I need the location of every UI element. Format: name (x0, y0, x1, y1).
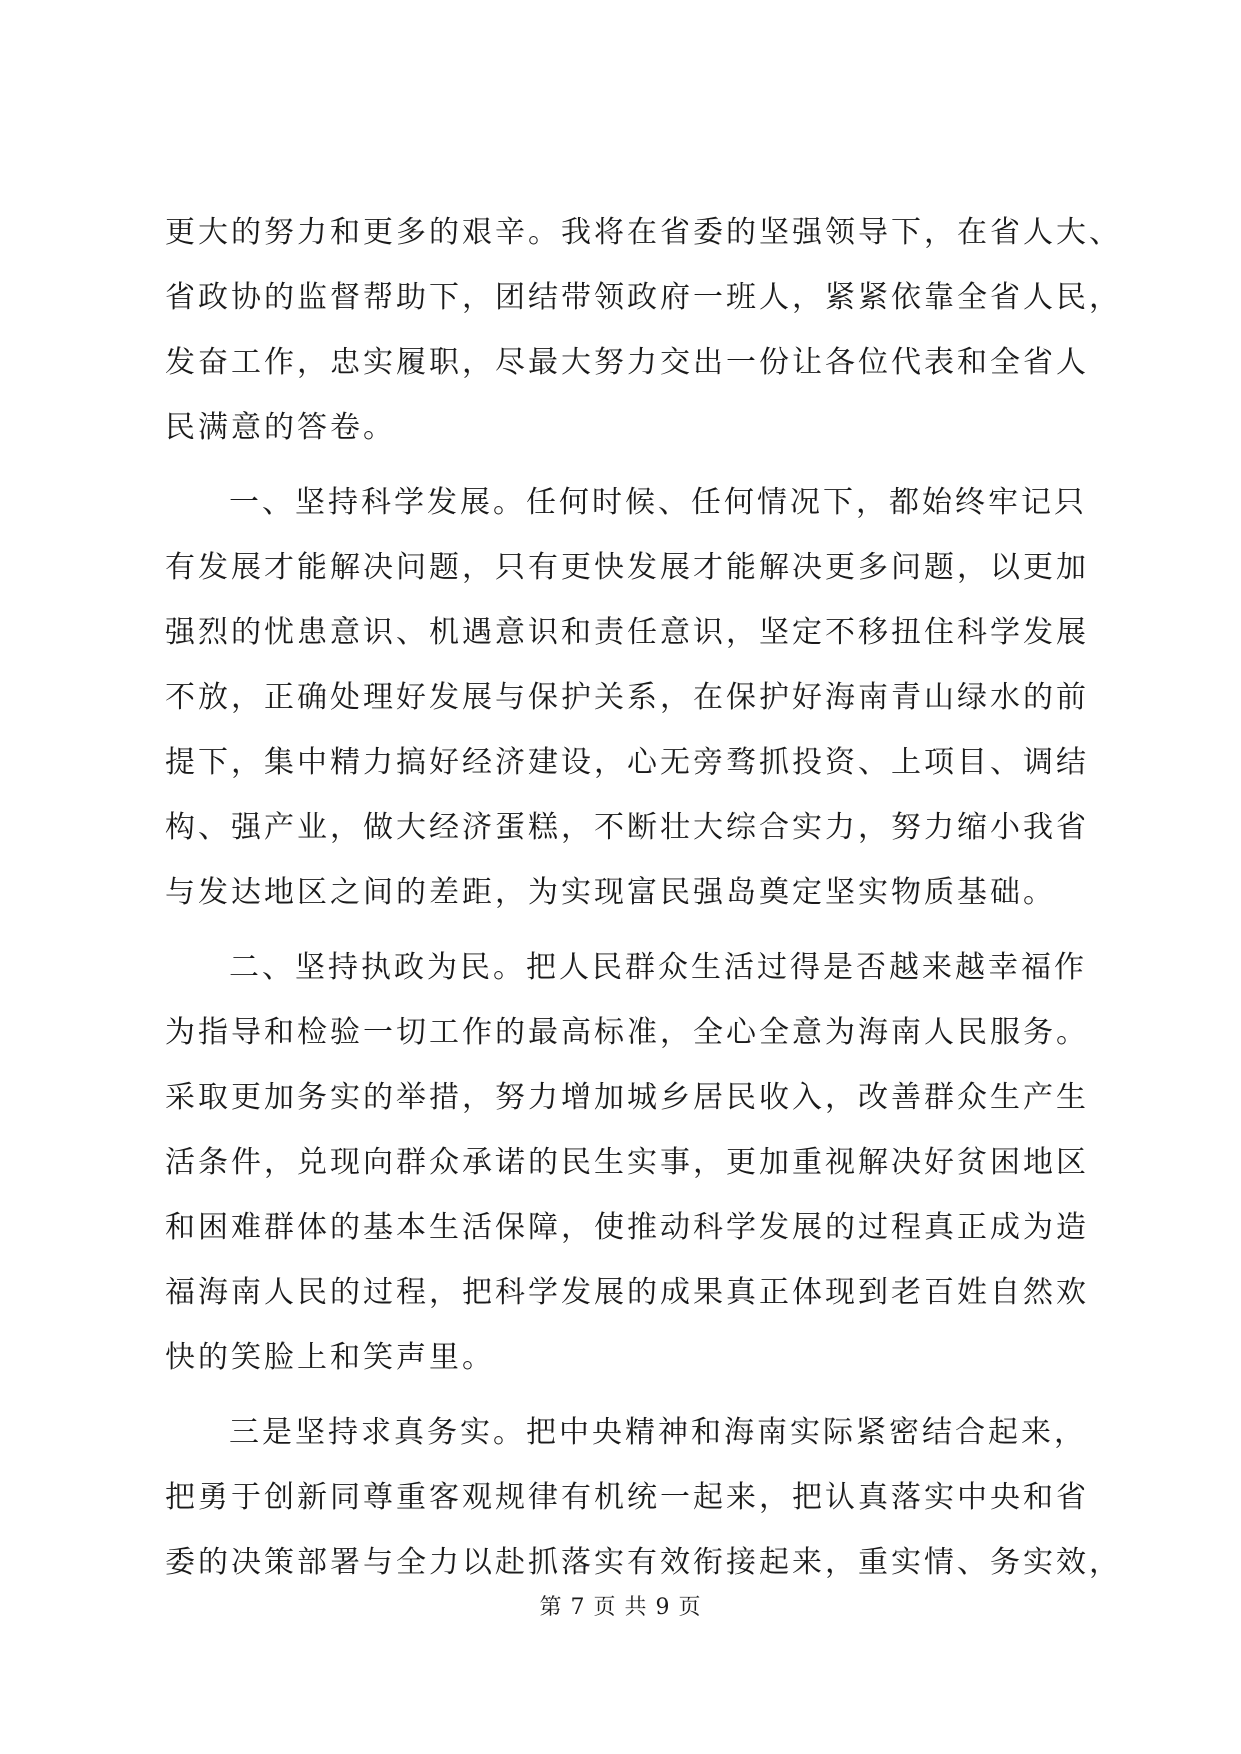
paragraph-spacer (165, 925, 1085, 935)
paragraph-3 (165, 935, 1089, 1390)
body-text (165, 200, 1122, 1595)
text-line: 有发展才能解决问题，只有更快发展才能解决更多问题，以更加 (165, 550, 1089, 585)
text-line: 快的笑脸上和笑声里。 (165, 1340, 495, 1375)
text-line: 三是坚持求真务实。把中央精神和海南实际紧密结合起来， (229, 1415, 1087, 1450)
text-line: 二、坚持执政为民。把人民群众生活过得是否越来越幸福作 (229, 950, 1087, 985)
text-line: 委的决策部署与全力以赴抓落实有效衔接起来，重实情、务实效， (165, 1545, 1122, 1580)
text-line: 发奋工作，忠实履职，尽最大努力交出一份让各位代表和全省人 (165, 345, 1089, 380)
text-line: 活条件，兑现向群众承诺的民生实事，更加重视解决好贫困地区 (165, 1145, 1089, 1180)
paragraph-spacer (165, 1390, 1085, 1400)
text-line: 省政协的监督帮助下，团结带领政府一班人，紧紧依靠全省人民， (165, 280, 1122, 315)
text-line: 民满意的答卷。 (165, 410, 396, 445)
text-line: 不放，正确处理好发展与保护关系，在保护好海南青山绿水的前 (165, 680, 1089, 715)
text-line: 一、坚持科学发展。任何时候、任何情况下，都始终牢记只 (229, 485, 1087, 520)
text-line: 福海南人民的过程，把科学发展的成果真正体现到老百姓自然欢 (165, 1275, 1089, 1310)
text-line: 更大的努力和更多的艰辛。我将在省委的坚强领导下，在省人大、 (165, 215, 1122, 250)
paragraph-1 (165, 200, 1122, 460)
text-line: 为指导和检验一切工作的最高标准，全心全意为海南人民服务。 (165, 1015, 1089, 1050)
paragraph-2 (165, 470, 1089, 925)
text-line: 提下，集中精力搞好经济建设，心无旁骛抓投资、上项目、调结 (165, 745, 1089, 780)
page-number-footer: 第 7 页 共 9 页 (539, 1595, 702, 1620)
paragraph-spacer (165, 460, 1085, 470)
text-line: 与发达地区之间的差距，为实现富民强岛奠定坚实物质基础。 (165, 875, 1056, 910)
text-line: 把勇于创新同尊重客观规律有机统一起来，把认真落实中央和省 (165, 1480, 1089, 1515)
text-line: 采取更加务实的举措，努力增加城乡居民收入，改善群众生产生 (165, 1080, 1089, 1115)
text-line: 构、强产业，做大经济蛋糕，不断壮大综合实力，努力缩小我省 (165, 810, 1089, 845)
text-line: 和困难群体的基本生活保障，使推动科学发展的过程真正成为造 (165, 1210, 1089, 1245)
paragraph-4 (165, 1400, 1122, 1595)
text-line: 强烈的忧患意识、机遇意识和责任意识，坚定不移扭住科学发展 (165, 615, 1089, 650)
